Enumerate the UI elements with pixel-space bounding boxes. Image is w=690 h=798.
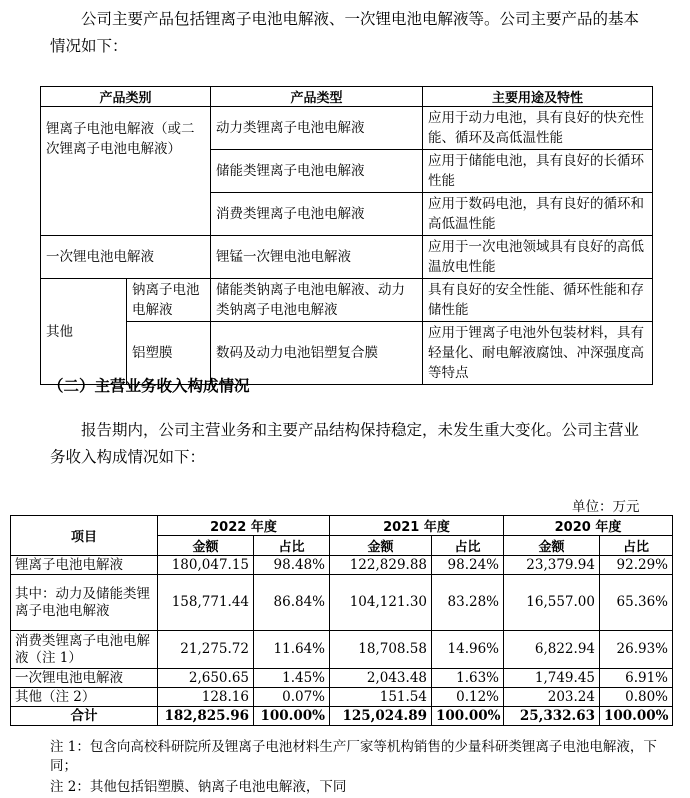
- item-cell: 一次锂电池电解液: [11, 669, 158, 688]
- value-cell: 0.80%: [600, 688, 673, 707]
- col-header-use: 主要用途及特性: [423, 87, 653, 107]
- category-cell: 其他: [41, 279, 127, 385]
- year-header-row: [11, 516, 673, 536]
- total-label: 合计: [11, 707, 158, 726]
- table-row: [41, 107, 653, 150]
- value-cell: 6,822.94: [504, 631, 600, 669]
- use-cell: 应用于动力电池，具有良好的快充性能、循环及高低温性能: [423, 107, 653, 150]
- share-header: 占比: [432, 536, 504, 556]
- amount-header: 金额: [504, 536, 600, 556]
- year-header: 2020 年度: [504, 516, 673, 536]
- value-cell: 98.24%: [432, 556, 504, 575]
- type-cell: 储能类钠离子电池电解液、动力类钠离子电池电解液: [211, 279, 423, 322]
- amount-header: 金额: [158, 536, 254, 556]
- year-header: 2021 年度: [330, 516, 504, 536]
- item-cell: 其他（注 2）: [11, 688, 158, 707]
- category-cell: 一次锂电池电解液: [41, 236, 211, 279]
- value-cell: 26.93%: [600, 631, 673, 669]
- subcategory-cell: 铝塑膜: [127, 322, 211, 385]
- value-cell: 86.84%: [254, 575, 330, 631]
- item-cell: 锂离子电池电解液: [11, 556, 158, 575]
- value-cell: 158,771.44: [158, 575, 254, 631]
- value-cell: 104,121.30: [330, 575, 432, 631]
- col-header-category: 产品类别: [41, 87, 211, 107]
- year-header: 2022 年度: [158, 516, 330, 536]
- value-cell: 11.64%: [254, 631, 330, 669]
- value-cell: 21,275.72: [158, 631, 254, 669]
- value-cell: 0.12%: [432, 688, 504, 707]
- value-cell: 2,650.65: [158, 669, 254, 688]
- value-cell: 122,829.88: [330, 556, 432, 575]
- value-cell: 180,047.15: [158, 556, 254, 575]
- subcategory-cell: 钠离子电池电解液: [127, 279, 211, 322]
- total-value: 100.00%: [600, 707, 673, 726]
- item-cell: 消费类锂离子电池电解液（注 1）: [11, 631, 158, 669]
- item-cell: 其中：动力及储能类锂离子电池电解液: [11, 575, 158, 631]
- value-cell: 83.28%: [432, 575, 504, 631]
- total-value: 25,332.63: [504, 707, 600, 726]
- item-header: 项目: [11, 516, 158, 556]
- total-value: 125,024.89: [330, 707, 432, 726]
- value-cell: 92.29%: [600, 556, 673, 575]
- use-cell: 应用于锂离子电池外包装材料，具有轻量化、耐电解液腐蚀、冲深强度高等特点: [423, 322, 653, 385]
- type-cell: 动力类锂离子电池电解液: [211, 107, 423, 150]
- total-value: 100.00%: [432, 707, 504, 726]
- value-cell: 1.63%: [432, 669, 504, 688]
- use-cell: 应用于一次电池领域具有良好的高低温放电性能: [423, 236, 653, 279]
- share-header: 占比: [600, 536, 673, 556]
- value-cell: 16,557.00: [504, 575, 600, 631]
- value-cell: 98.48%: [254, 556, 330, 575]
- value-cell: 65.36%: [600, 575, 673, 631]
- value-cell: 18,708.58: [330, 631, 432, 669]
- intro-paragraph: 公司主要产品包括锂离子电池电解液、一次锂电池电解液等。公司主要产品的基本情况如下：: [50, 10, 640, 55]
- note-1: 注 1：包含向高校科研院所及锂离子电池材料生产厂家等机构销售的少量科研类锂离子电池电解液，下同；: [50, 739, 657, 774]
- table-row: [11, 556, 673, 575]
- total-value: 100.00%: [254, 707, 330, 726]
- amount-header: 金额: [330, 536, 432, 556]
- table-row: [11, 631, 673, 669]
- col-header-type: 产品类型: [211, 87, 423, 107]
- total-row: [11, 707, 673, 726]
- table-row: [41, 279, 653, 322]
- table-row: [11, 669, 673, 688]
- value-cell: 151.54: [330, 688, 432, 707]
- use-cell: 具有良好的安全性能、循环性能和存储性能: [423, 279, 653, 322]
- revenue-table: [10, 515, 673, 726]
- value-cell: 1.45%: [254, 669, 330, 688]
- share-header: 占比: [254, 536, 330, 556]
- table-row: [11, 575, 673, 631]
- value-cell: 2,043.48: [330, 669, 432, 688]
- type-cell: 储能类锂离子电池电解液: [211, 150, 423, 193]
- use-cell: 应用于数码电池，具有良好的循环和高低温性能: [423, 193, 653, 236]
- category-cell: 锂离子电池电解液（或二次锂离子电池电解液）: [41, 107, 211, 236]
- value-cell: 23,379.94: [504, 556, 600, 575]
- value-cell: 14.96%: [432, 631, 504, 669]
- note-2: 注 2：其他包括铝塑膜、钠离子电池电解液，下同: [50, 779, 347, 795]
- use-cell: 应用于储能电池，具有良好的长循环性能: [423, 150, 653, 193]
- value-cell: 6.91%: [600, 669, 673, 688]
- total-value: 182,825.96: [158, 707, 254, 726]
- value-cell: 203.24: [504, 688, 600, 707]
- type-cell: 锂锰一次锂电池电解液: [211, 236, 423, 279]
- section-heading: （二）主营业务收入构成情况: [48, 377, 250, 395]
- unit-label: 单位：万元: [572, 499, 640, 515]
- table-row: [11, 688, 673, 707]
- product-table: [40, 86, 653, 385]
- type-cell: 消费类锂离子电池电解液: [211, 193, 423, 236]
- table-header-row: [41, 87, 653, 107]
- type-cell: 数码及动力电池铝塑复合膜: [211, 322, 423, 385]
- value-cell: 1,749.45: [504, 669, 600, 688]
- table-row: [41, 236, 653, 279]
- value-cell: 128.16: [158, 688, 254, 707]
- revenue-intro-paragraph: 报告期内，公司主营业务和主要产品结构保持稳定，未发生重大变化。公司主营业务收入构成情况如下：: [50, 421, 640, 466]
- value-cell: 0.07%: [254, 688, 330, 707]
